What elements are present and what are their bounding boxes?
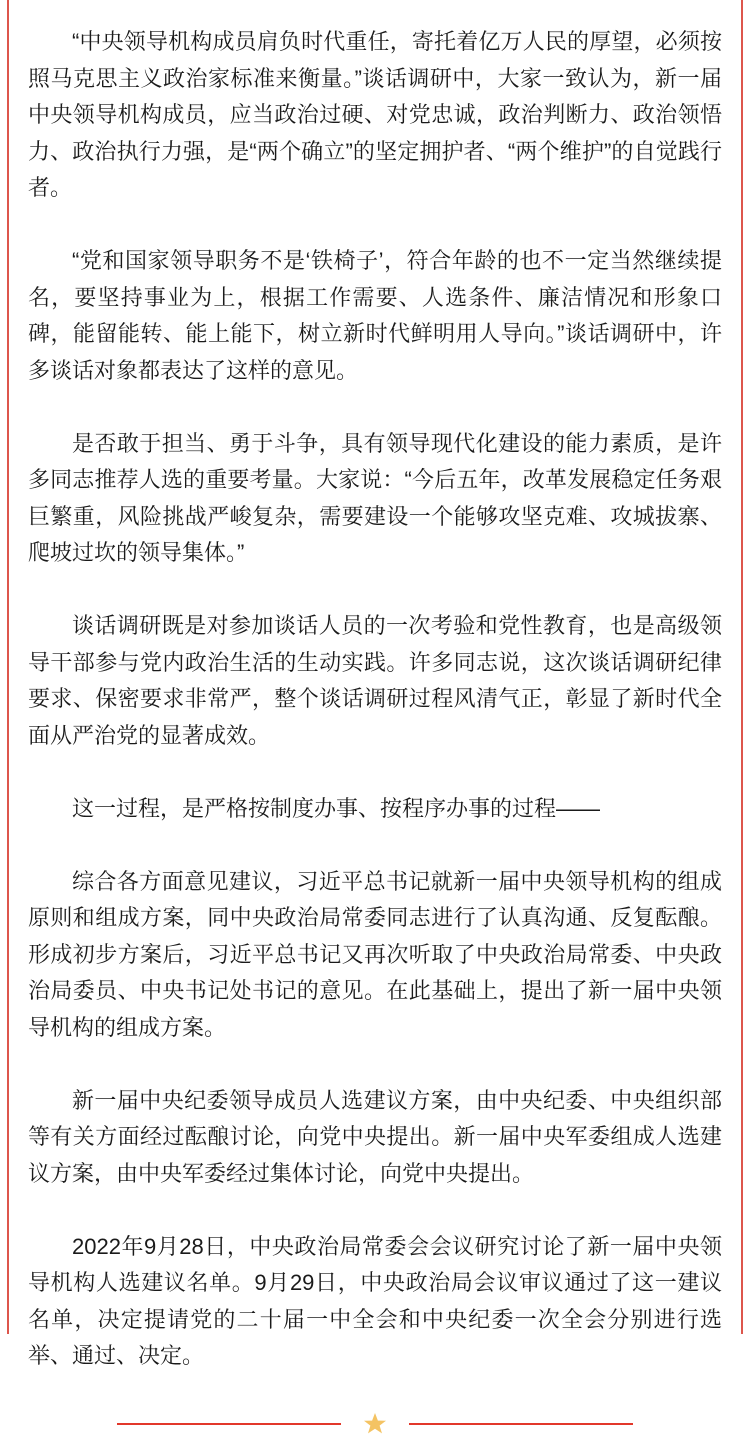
paragraph: “党和国家领导职务不是‘铁椅子’，符合年龄的也不一定当然继续提名，要坚持事业为上，根据工作需要、人选条件、廉洁情况和形象口碑，能留能转、能上能下，树立新时代鲜明用人导向。”谈话调研中，许多谈话对象都表达了这样的意见。 <box>28 248 722 383</box>
section-divider <box>28 1412 722 1436</box>
star-icon <box>363 1412 387 1436</box>
paragraph: 这一过程，是严格按制度办事、按程序办事的过程—— <box>72 795 601 821</box>
paragraph: 谈话调研既是对参加谈话人员的一次考验和党性教育，也是高级领导干部参与党内政治生活的生动实践。许多同志说，这次谈话调研纪律要求、保密要求非常严，整个谈话调研过程风清气正，彰显了新时代全面从严治党的显著成效。 <box>28 613 722 748</box>
paragraph: 2022年9月28日，中央政治局常委会会议研究讨论了新一届中央领导机构人选建议名单。9月29日，中央政治局会议审议通过了这一建议名单，决定提请党的二十届一中全会和中央纪委一次全会分别进行选举、通过、决定。 <box>28 1233 722 1368</box>
paragraph: 综合各方面意见建议，习近平总书记就新一届中央领导机构的组成原则和组成方案，同中央政治局常委同志进行了认真沟通、反复酝酿。形成初步方案后，习近平总书记又再次听取了中央政治局常委、中央政治局委员、中央书记处书记的意见。在此基础上，提出了新一届中央领导机构的组成方案。 <box>28 868 722 1040</box>
article-page <box>7 0 743 1368</box>
divider-line-left <box>117 1423 341 1425</box>
paragraph: 是否敢于担当、勇于斗争，具有领导现代化建设的能力素质，是许多同志推荐人选的重要考量。大家说：“今后五年，改革发展稳定任务艰巨繁重，风险挑战严峻复杂，需要建设一个能够攻坚克难、攻城拔寨、爬坡过坎的领导集体。” <box>28 430 722 565</box>
paragraph: “中央领导机构成员肩负时代重任，寄托着亿万人民的厚望，必须按照马克思主义政治家标准来衡量。”谈话调研中，大家一致认为，新一届中央领导机构成员，应当政治过硬、对党忠诚，政治判断力、政治领悟力、政治执行力强，是“两个确立”的坚定拥护者、“两个维护”的自觉践行者。 <box>28 29 722 200</box>
paragraph: 新一届中央纪委领导成员人选建议方案，由中央纪委、中央组织部等有关方面经过酝酿讨论，向党中央提出。新一届中央军委组成人选建议方案，由中央军委经过集体讨论，向党中央提出。 <box>28 1087 722 1186</box>
article-body <box>28 24 722 1375</box>
divider-line-right <box>409 1423 633 1425</box>
